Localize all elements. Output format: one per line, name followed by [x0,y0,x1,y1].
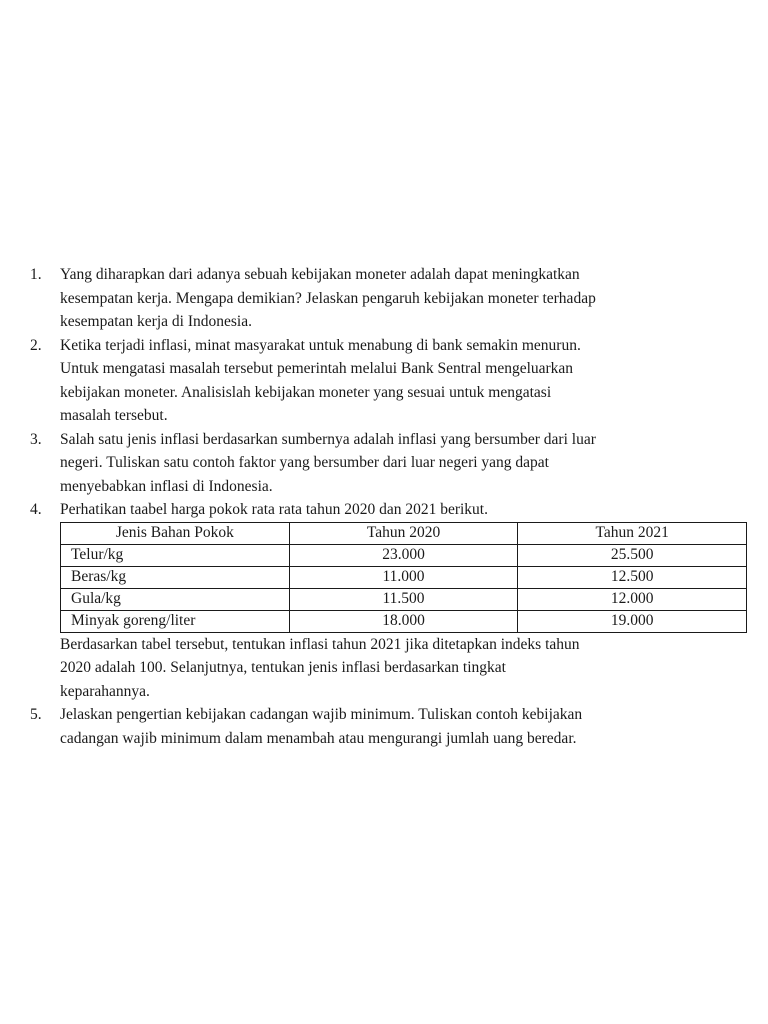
question-text-line: 2020 adalah 100. Selanjutnya, tentukan jenis inflasi berdasarkan tingkat [60,659,506,676]
question-number: 3. [30,430,42,448]
table-row [61,588,747,610]
question-text-line: masalah tersebut. [60,407,168,424]
question-text-line: Ketika terjadi inflasi, minat masyarakat untuk menabung di bank semakin menurun. [60,336,581,354]
question-text-line: cadangan wajib minimum dalam menambah atau mengurangi jumlah uang beredar. [60,729,577,747]
table-cell: 11.500 [289,588,518,610]
question-text-line: Jelaskan pengertian kebijakan cadangan wajib minimum. Tuliskan contoh kebijakan [60,706,583,723]
question-2 [30,334,756,428]
question-text-line: Berdasarkan tabel tersebut, tentukan inflasi tahun 2021 jika ditetapkan indeks tahun [60,635,580,653]
question-text-line: negeri. Tuliskan satu contoh faktor yang bersumber dari luar negeri yang dapat [60,454,549,471]
table-cell: 18.000 [289,610,518,632]
table-cell: Minyak goreng/liter [61,610,290,632]
question-number: 1. [30,266,42,283]
question-number: 2. [30,336,42,354]
table-header-cell: Tahun 2020 [289,522,518,544]
table-cell: 11.000 [289,566,518,588]
question-text-line: kebijakan moneter. Analisislah kebijakan moneter yang sesuai untuk mengatasi [60,383,552,401]
question-text-line: keparahannya. [60,682,150,700]
price-table [60,522,747,633]
question-text-line: kesempatan kerja di Indonesia. [60,313,252,330]
question-text-line: menyebabkan inflasi di Indonesia. [60,477,273,495]
question-1 [30,263,756,334]
table-cell: 12.500 [518,566,747,588]
table-header-cell: Tahun 2021 [518,522,747,544]
question-3 [30,428,756,499]
table-cell: Telur/kg [61,544,290,566]
table-row [61,544,747,566]
table-header-cell: Jenis Bahan Pokok [61,522,290,544]
question-text-line: Salah satu jenis inflasi berdasarkan sumbernya adalah inflasi yang bersumber dari luar [60,430,596,448]
question-text-line: kesempatan kerja. Mengapa demikian? Jelaskan pengaruh kebijakan moneter terhadap [60,289,596,307]
table-cell: Gula/kg [61,588,290,610]
question-number: 5. [30,706,42,723]
table-cell: 19.000 [518,610,747,632]
question-text-line: Yang diharapkan dari adanya sebuah kebijakan moneter adalah dapat meningkatkan [60,266,580,283]
question-text-line: Untuk mengatasi masalah tersebut pemerintah melalui Bank Sentral mengeluarkan [60,360,574,377]
question-number: 4. [30,501,42,518]
table-header-row [61,522,747,544]
question-intro: Perhatikan taabel harga pokok rata rata tahun 2020 dan 2021 berikut. [60,501,488,518]
table-cell: 23.000 [289,544,518,566]
table-cell: Beras/kg [61,566,290,588]
table-row [61,610,747,632]
question-list [30,263,756,750]
question-5 [30,703,756,750]
table-cell: 25.500 [518,544,747,566]
document-page [30,263,756,750]
question-4 [30,498,756,703]
table-cell: 12.000 [518,588,747,610]
table-row [61,566,747,588]
